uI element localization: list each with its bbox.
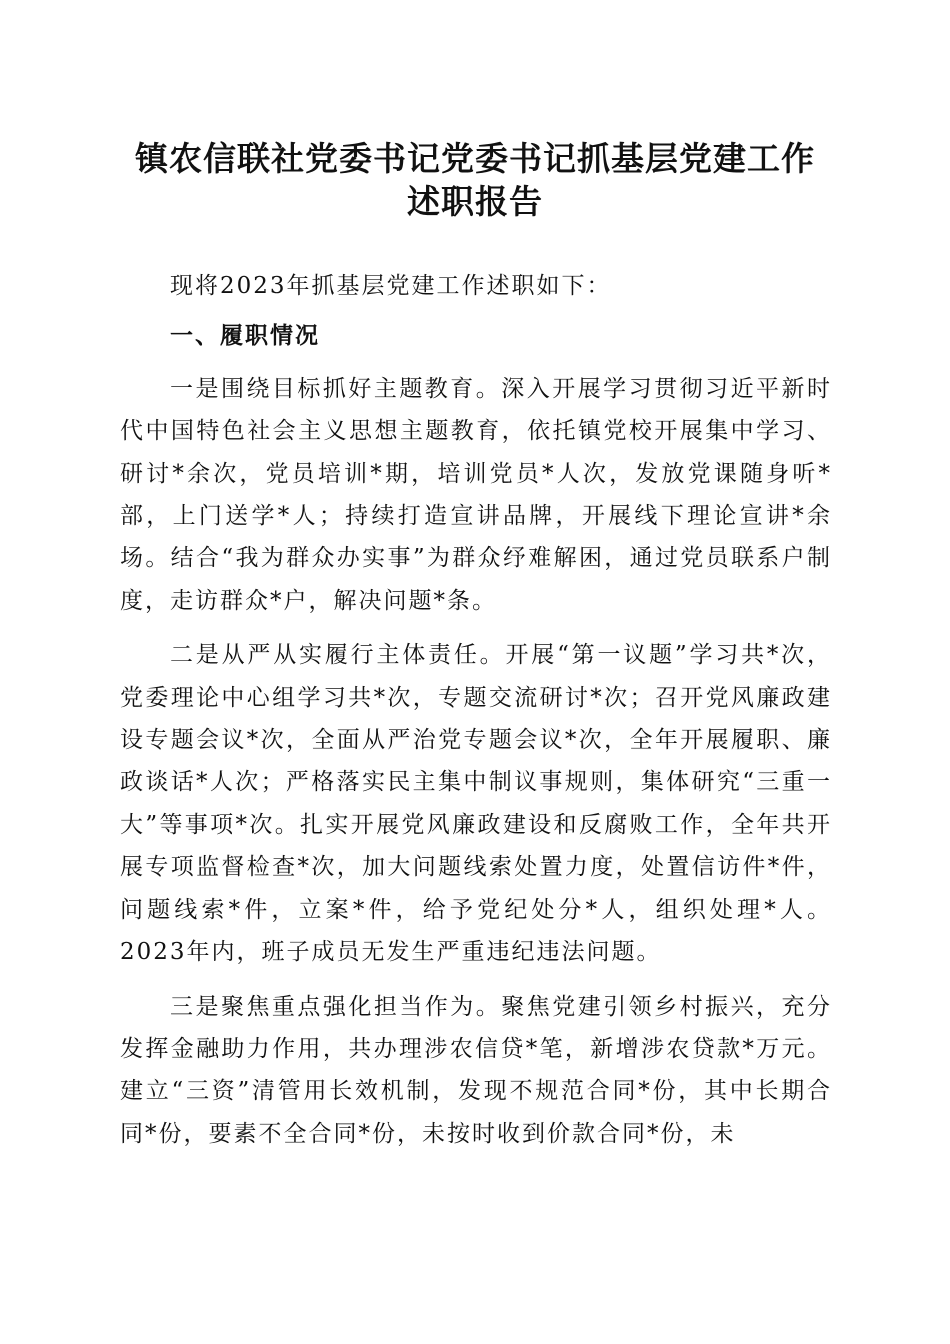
- document-title-line-1: 镇农信联社党委书记党委书记抓基层党建工作: [135, 139, 815, 178]
- paragraph-1: [120, 368, 832, 622]
- paragraph-2: [120, 634, 832, 973]
- section-heading: 一、履职情况: [170, 323, 320, 350]
- paragraph-text: 深入开展学习贯彻习近平新时代中国特色社会主义思想主题教育，依托镇党校开展集中学习、研讨*余次，党员培训*期，培训党员*人次，发放党课随身听*部，上门送学*人；持续打造宣讲品牌，开展线下理论宣讲*余场。结合“我为群众办实事”为群众纾难解困，通过党员联系户制度，走访群众*户，解决问题*条。: [120, 375, 833, 614]
- paragraph-lead: 三是聚焦重点强化担当作为。: [170, 993, 502, 1020]
- document-body: [120, 265, 832, 1155]
- intro-paragraph: 现将2023年抓基层党建工作述职如下：: [170, 273, 612, 299]
- paragraph-text: 聚焦党建引领乡村振兴，充分发挥金融助力作用，共办理涉农信贷*笔，新增涉农贷款*万元。建立“三资”清管用长效机制，发现不规范合同*份，其中长期合同*份，要素不全合同*份，未按时收到价款合同*份，未: [120, 993, 833, 1147]
- document-title-line-2: 述职报告: [407, 182, 543, 221]
- paragraph-lead: 一是围绕目标抓好主题教育。: [170, 375, 502, 402]
- paragraph-lead: 二是从严从实履行主体责任。: [170, 642, 506, 669]
- paragraph-3: [120, 986, 832, 1156]
- paragraph-text: 开展“第一议题”学习共*次，党委理论中心组学习共*次，专题交流研讨*次；召开党风廉政建设专题会议*次，全面从严治党专题会议*次，全年开展履职、廉政谈话*人次；严格落实民主集中制议事规则，集体研究“三重一大”等事项*次。扎实开展党风廉政建设和反腐败工作，全年共开展专项监督检查*次，加大问题线索处置力度，处置信访件*件，问题线索*件，立案*件，给予党纪处分*人，组织处理*人。2023年内，班子成员无发生严重违纪违法问题。: [120, 642, 832, 966]
